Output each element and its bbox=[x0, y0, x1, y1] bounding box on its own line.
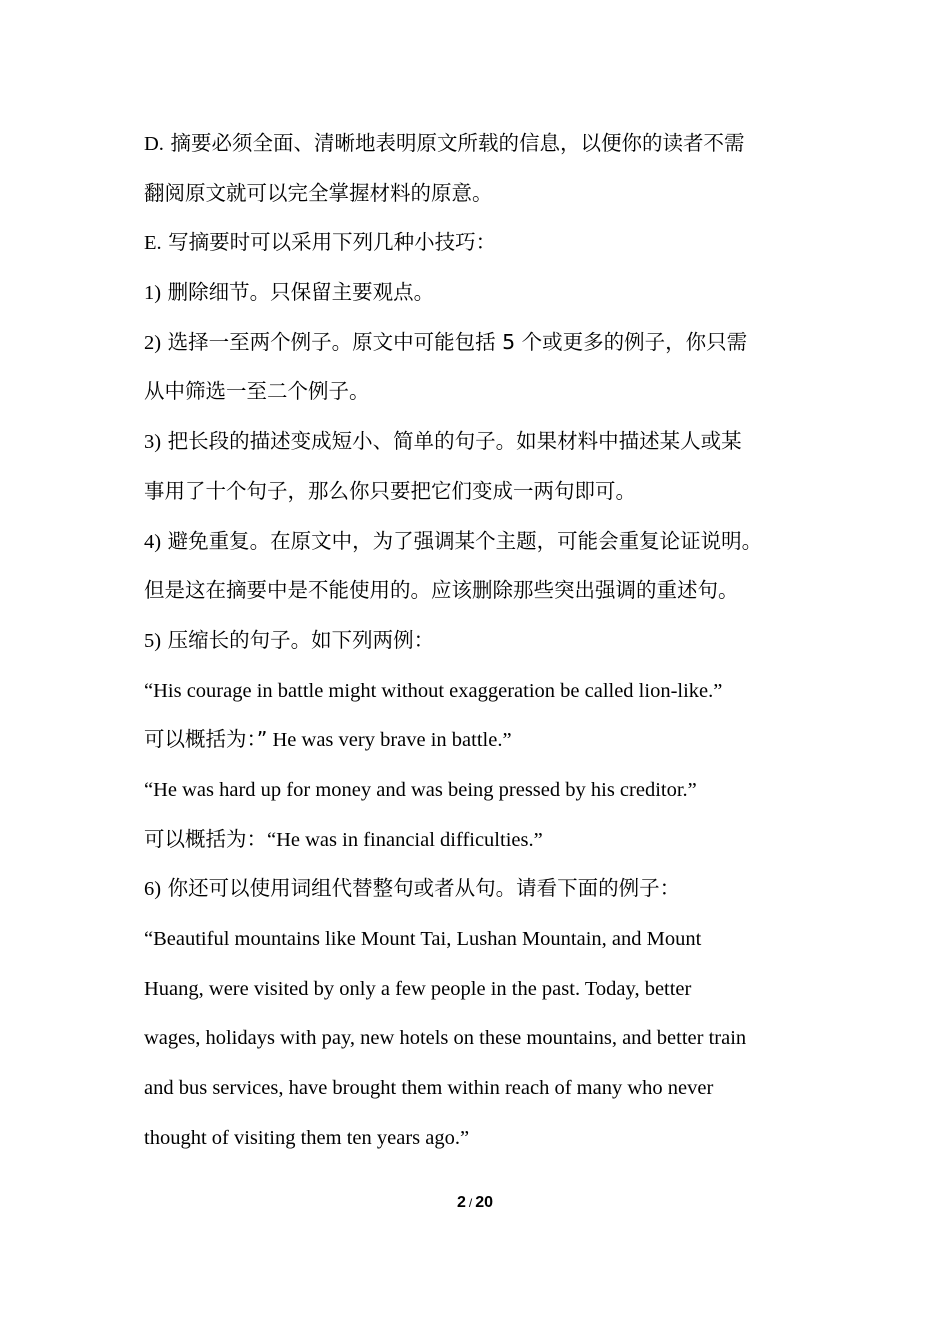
line-text: 从中筛选一至二个例子。 bbox=[144, 379, 370, 404]
line-text: 选择一至两个例子。原文中可能包括 5 个或更多的例子，你只需 bbox=[161, 329, 748, 354]
text-line bbox=[144, 268, 810, 318]
english-quote: and bus services, have brought them within reach of many who never bbox=[144, 1077, 714, 1100]
list-marker: 2) bbox=[144, 331, 162, 354]
text-line bbox=[144, 1063, 810, 1113]
english-quote: “He was in financial difficulties.” bbox=[267, 828, 543, 851]
total-pages: 20 bbox=[475, 1194, 494, 1211]
line-text: 你还可以使用词组代替整句或者从句。请看下面的例子： bbox=[161, 876, 681, 901]
text-line bbox=[144, 666, 810, 716]
text-line bbox=[144, 616, 810, 666]
list-marker: 4) bbox=[144, 530, 162, 553]
page-body bbox=[144, 119, 810, 1162]
english-quote: He was very brave in battle.” bbox=[267, 729, 512, 752]
english-quote: thought of visiting them ten years ago.” bbox=[144, 1126, 470, 1149]
text-line bbox=[144, 119, 810, 169]
line-text: 可以概括为： bbox=[144, 826, 267, 851]
text-line bbox=[144, 1113, 810, 1163]
line-text: 避免重复。在原文中，为了强调某个主题，可能会重复论证说明。 bbox=[161, 528, 763, 553]
page-number bbox=[0, 1194, 950, 1212]
line-text: 把长段的描述变成短小、简单的句子。如果材料中描述某人或某 bbox=[161, 429, 742, 454]
line-text: 事用了十个句子，那么你只要把它们变成一两句即可。 bbox=[144, 478, 636, 503]
text-line bbox=[144, 815, 810, 865]
text-line bbox=[144, 417, 810, 467]
line-text: 压缩长的句子。如下列两例： bbox=[161, 627, 435, 652]
text-line bbox=[144, 517, 810, 567]
current-page: 2 bbox=[456, 1194, 466, 1211]
text-line bbox=[144, 367, 810, 417]
list-marker: 6) bbox=[144, 878, 162, 901]
english-quote: “Beautiful mountains like Mount Tai, Lushan Mountain, and Mount bbox=[144, 928, 702, 950]
text-line bbox=[144, 169, 810, 219]
text-line bbox=[144, 218, 810, 268]
text-line bbox=[144, 964, 810, 1014]
list-marker: D. bbox=[144, 133, 164, 155]
text-line bbox=[144, 914, 810, 964]
text-line bbox=[144, 467, 810, 517]
english-quote: wages, holidays with pay, new hotels on these mountains, and better train bbox=[144, 1027, 747, 1050]
line-text: 摘要必须全面、清晰地表明原文所载的信息，以便你的读者不需 bbox=[163, 131, 745, 155]
list-marker: 3) bbox=[144, 431, 162, 454]
english-quote: Huang, were visited by only a few people in the past. Today, better bbox=[144, 977, 692, 1000]
list-marker: 5) bbox=[144, 629, 162, 652]
english-quote: “His courage in battle might without exaggeration be called lion-like.” bbox=[144, 679, 723, 702]
line-text: 可以概括为：” bbox=[144, 727, 268, 752]
text-line bbox=[144, 1013, 810, 1063]
line-text: 但是这在摘要中是不能使用的。应该删除那些突出强调的重述句。 bbox=[144, 578, 739, 603]
line-text: 翻阅原文就可以完全掌握材料的原意。 bbox=[144, 180, 493, 205]
english-quote: “He was hard up for money and was being pressed by his creditor.” bbox=[144, 778, 697, 801]
list-marker: E. bbox=[144, 232, 162, 255]
text-line bbox=[144, 318, 810, 368]
line-text: 删除细节。只保留主要观点。 bbox=[161, 280, 435, 305]
page-separator: / bbox=[468, 1196, 473, 1210]
text-line bbox=[144, 715, 810, 765]
line-text: 写摘要时可以采用下列几种小技巧： bbox=[161, 230, 497, 255]
text-line bbox=[144, 765, 810, 815]
text-line bbox=[144, 864, 810, 914]
list-marker: 1) bbox=[144, 282, 162, 305]
text-line bbox=[144, 566, 810, 616]
